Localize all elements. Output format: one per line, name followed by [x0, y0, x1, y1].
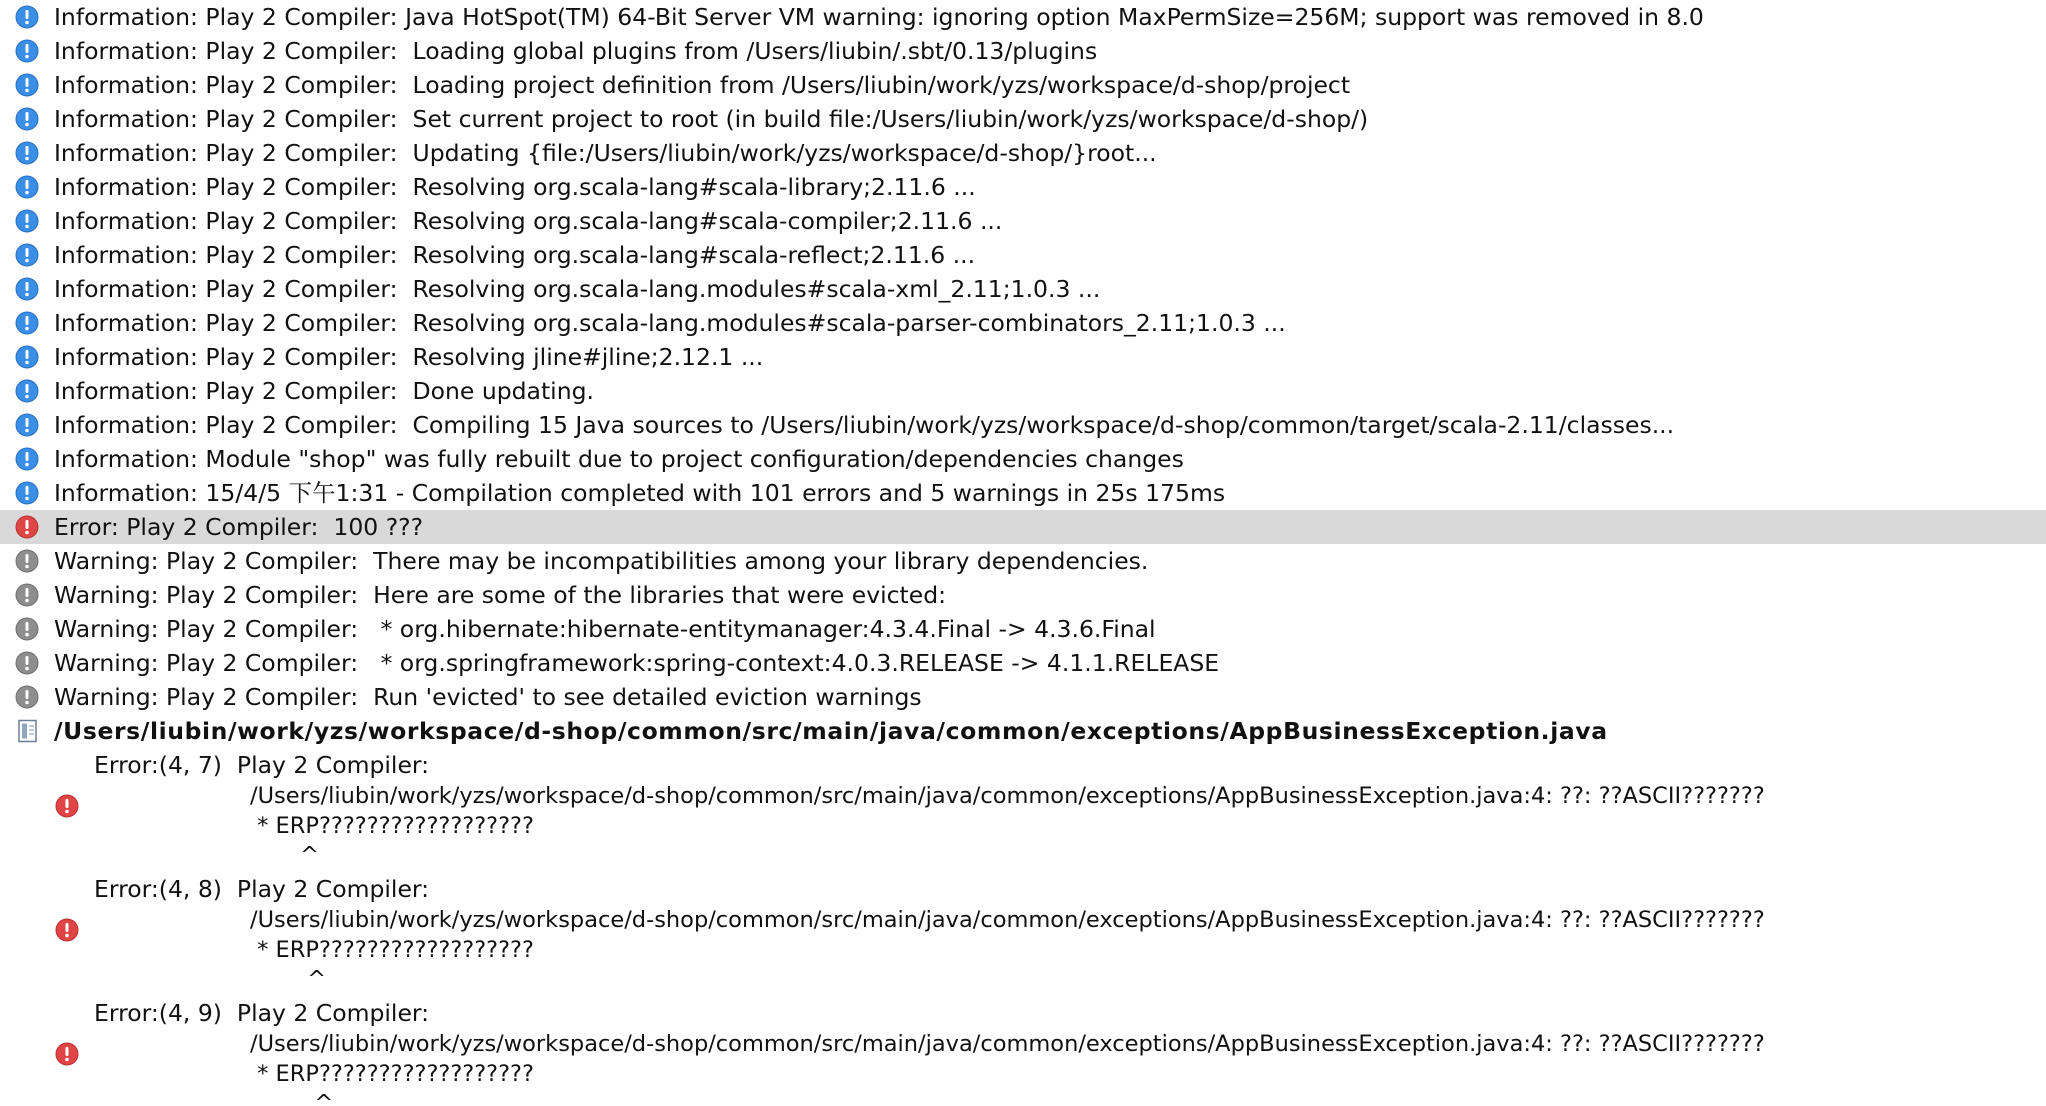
error-detail-line: /Users/liubin/work/yzs/workspace/d-shop/common/src/main/java/common/exceptions/AppBusinessException.java:4: ??: ??ASCII??????? — [250, 1031, 1765, 1057]
message-text: Warning: Play 2 Compiler: * org.hibernate:hibernate-entitymanager:4.3.4.Final -> 4.3.6.Final — [54, 615, 1156, 643]
message-row-info[interactable] — [0, 170, 2046, 204]
message-text: Information: 15/4/5 下午1:31 - Compilation completed with 101 errors and 5 warnings in 25s 175ms — [54, 479, 1226, 507]
info-icon — [15, 345, 39, 369]
error-detail-line: * ERP?????????????????? — [250, 1060, 534, 1087]
error-header: Error:(4, 9) Play 2 Compiler: — [94, 999, 430, 1027]
java-file-icon — [16, 719, 40, 743]
warning-icon — [15, 549, 39, 573]
message-text: Information: Play 2 Compiler: Set current project to root (in build file:/Users/liubin/work/yzs/workspace/d-shop/) — [54, 105, 1369, 133]
error-detail — [250, 906, 1765, 995]
info-icon — [15, 447, 39, 471]
error-icon — [55, 918, 79, 942]
message-text: Information: Play 2 Compiler: Resolving org.scala-lang.modules#scala-xml_2.11;1.0.3 ... — [54, 275, 1101, 303]
message-text: Information: Play 2 Compiler: Resolving org.scala-lang.modules#scala-parser-combinators_2.11;1.0.3 ... — [54, 309, 1286, 337]
message-row-info[interactable] — [0, 476, 2046, 510]
message-text: Information: Play 2 Compiler: Resolving org.scala-lang#scala-library;2.11.6 ... — [54, 173, 976, 201]
warning-icon — [15, 583, 39, 607]
message-row-info[interactable] — [0, 102, 2046, 136]
error-caret-line: ^ — [250, 1090, 334, 1106]
message-text: Warning: Play 2 Compiler: Run 'evicted' to see detailed eviction warnings — [54, 683, 922, 711]
info-icon — [15, 5, 39, 29]
error-caret-line: ^ — [250, 842, 319, 868]
message-text: Information: Play 2 Compiler: Updating {file:/Users/liubin/work/yzs/workspace/d-shop/}root... — [54, 139, 1157, 167]
message-row-info[interactable] — [0, 204, 2046, 238]
info-icon — [15, 243, 39, 267]
error-detail — [250, 782, 1765, 871]
info-icon — [15, 481, 39, 505]
message-text: Information: Play 2 Compiler: Loading global plugins from /Users/liubin/.sbt/0.13/plugins — [54, 37, 1098, 65]
message-text: Information: Play 2 Compiler: Resolving jline#jline;2.12.1 ... — [54, 343, 764, 371]
message-row-info[interactable] — [0, 136, 2046, 170]
error-header: Error:(4, 7) Play 2 Compiler: — [94, 751, 430, 779]
message-row-info[interactable] — [0, 238, 2046, 272]
warning-icon — [15, 617, 39, 641]
message-row-info[interactable] — [0, 34, 2046, 68]
message-text: Information: Play 2 Compiler: Done updating. — [54, 377, 594, 405]
error-detail-line: /Users/liubin/work/yzs/workspace/d-shop/common/src/main/java/common/exceptions/AppBusinessException.java:4: ??: ??ASCII??????? — [250, 907, 1765, 933]
message-row-info[interactable] — [0, 374, 2046, 408]
info-icon — [15, 39, 39, 63]
error-detail-line: * ERP?????????????????? — [250, 812, 534, 839]
error-caret-line: ^ — [250, 966, 327, 992]
info-icon — [15, 277, 39, 301]
message-row-error-selected[interactable] — [0, 510, 2046, 544]
message-row-info[interactable] — [0, 340, 2046, 374]
info-icon — [15, 379, 39, 403]
message-text: Warning: Play 2 Compiler: Here are some of the libraries that were evicted: — [54, 581, 947, 609]
file-path: /Users/liubin/work/yzs/workspace/d-shop/common/src/main/java/common/exceptions/AppBusinessException.java — [54, 717, 1608, 745]
message-text: Information: Play 2 Compiler: Resolving org.scala-lang#scala-compiler;2.11.6 ... — [54, 207, 1003, 235]
error-detail-line: /Users/liubin/work/yzs/workspace/d-shop/common/src/main/java/common/exceptions/AppBusinessException.java:4: ??: ??ASCII??????? — [250, 783, 1765, 809]
message-row-warning[interactable] — [0, 646, 2046, 680]
message-row-info[interactable] — [0, 408, 2046, 442]
message-text: Warning: Play 2 Compiler: There may be incompatibilities among your library dependencies. — [54, 547, 1149, 575]
message-text: Information: Play 2 Compiler: Java HotSpot(TM) 64-Bit Server VM warning: ignoring option MaxPermSize=256M; support was removed in 8.0 — [54, 3, 1704, 31]
error-icon — [55, 1042, 79, 1066]
message-row-info[interactable] — [0, 306, 2046, 340]
message-row-warning[interactable] — [0, 612, 2046, 646]
info-icon — [15, 209, 39, 233]
info-icon — [15, 311, 39, 335]
message-row-warning[interactable] — [0, 578, 2046, 612]
message-text: Information: Play 2 Compiler: Compiling 15 Java sources to /Users/liubin/work/yzs/workspace/d-shop/common/target/scala-2.11/classes... — [54, 411, 1675, 439]
error-icon — [15, 515, 39, 539]
message-text: Information: Module "shop" was fully rebuilt due to project configuration/dependencies changes — [54, 445, 1184, 473]
info-icon — [15, 73, 39, 97]
file-error-item[interactable] — [0, 996, 2046, 1106]
file-group-header[interactable] — [0, 714, 2046, 748]
info-icon — [15, 413, 39, 437]
message-row-info[interactable] — [0, 272, 2046, 306]
message-row-warning[interactable] — [0, 544, 2046, 578]
error-icon — [55, 794, 79, 818]
message-row-info[interactable] — [0, 68, 2046, 102]
message-row-warning[interactable] — [0, 680, 2046, 714]
message-text: Information: Play 2 Compiler: Resolving org.scala-lang#scala-reflect;2.11.6 ... — [54, 241, 976, 269]
message-text: Error: Play 2 Compiler: 100 ??? — [54, 513, 424, 541]
warning-icon — [15, 685, 39, 709]
error-detail — [250, 1030, 1765, 1106]
message-text: Warning: Play 2 Compiler: * org.springframework:spring-context:4.0.3.RELEASE -> 4.1.1.RELEASE — [54, 649, 1220, 677]
info-icon — [15, 141, 39, 165]
file-error-item[interactable] — [0, 748, 2046, 872]
error-detail-line: * ERP?????????????????? — [250, 936, 534, 963]
info-icon — [15, 107, 39, 131]
error-header: Error:(4, 8) Play 2 Compiler: — [94, 875, 430, 903]
info-icon — [15, 175, 39, 199]
file-error-item[interactable] — [0, 872, 2046, 996]
message-text: Information: Play 2 Compiler: Loading project definition from /Users/liubin/work/yzs/workspace/d-shop/project — [54, 71, 1351, 99]
warning-icon — [15, 651, 39, 675]
message-row-info[interactable] — [0, 442, 2046, 476]
message-row-info[interactable] — [0, 0, 2046, 34]
